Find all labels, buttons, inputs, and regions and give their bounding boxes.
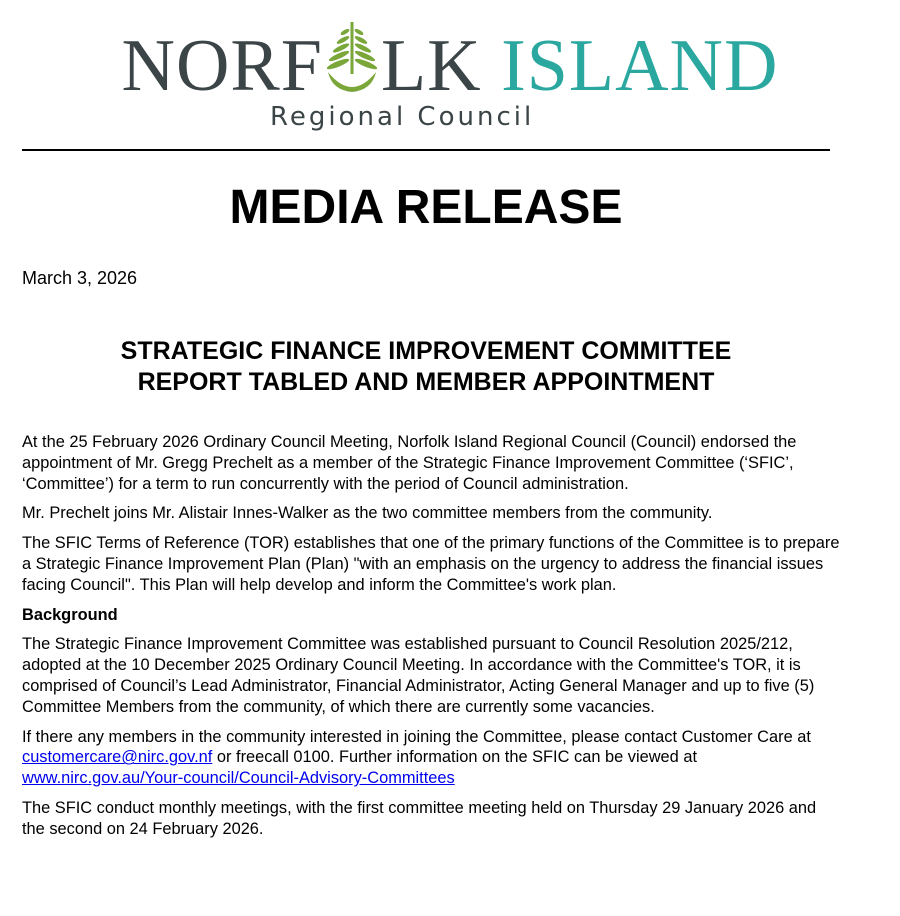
- contact-text-start: If there any members in the community interested in joining the Committee, please contact Customer Care at: [22, 727, 811, 746]
- paragraph-members: Mr. Prechelt joins Mr. Alistair Innes-Walker as the two committee members from the community.: [22, 504, 713, 523]
- release-date: March 3, 2026: [22, 268, 138, 288]
- logo-subtitle: Regional Council: [270, 102, 535, 132]
- logo-wordmark: [0, 20, 900, 110]
- council-logo: [0, 0, 900, 140]
- email-link[interactable]: customercare@nirc.gov.nf: [22, 748, 213, 767]
- release-title: [0, 336, 852, 398]
- release-body: [22, 432, 842, 849]
- release-title-line-1: STRATEGIC FINANCE IMPROVEMENT COMMITTEE: [120, 337, 732, 365]
- release-title-line-2: REPORT TABLED AND MEMBER APPOINTMENT: [137, 368, 715, 396]
- background-heading: Background: [22, 605, 118, 624]
- header-divider: [22, 149, 830, 151]
- paragraph-background: The Strategic Finance Improvement Committee was established pursuant to Council Resolution 2025/212, adopted at the 10 December 2025 Ordinary Council Meeting. In accordance with the Committee's TOR, it is comprised of Council’s Lead Administrator, Financial Administrator, Acting General Manager and up to five (5) Committee Members from the community, of which there are currently some vacancies.: [22, 635, 815, 716]
- logo-text-norf: NORF: [121, 25, 323, 107]
- advisory-committees-link[interactable]: www.nirc.gov.au/Your-council/Council-Advisory-Committees: [22, 769, 455, 788]
- paragraph-terms-of-reference: The SFIC Terms of Reference (TOR) establishes that one of the primary functions of the Committee is to prepare a Strategic Finance Improvement Plan (Plan) "with an emphasis on the urgency to address the financial issues facing Council". This Plan will help develop and inform the Committee's work plan.: [22, 534, 840, 594]
- logo-text-island: ISLAND: [501, 25, 779, 107]
- pine-tree-icon: [324, 20, 380, 96]
- paragraph-contact: [22, 727, 842, 789]
- page-heading: MEDIA RELEASE: [229, 181, 623, 234]
- paragraph-appointment: At the 25 February 2026 Ordinary Council Meeting, Norfolk Island Regional Council (Council) endorsed the appointment of Mr. Gregg Prechelt as a member of the Strategic Finance Improvement Committee (‘SFIC’, ‘Committee’) for a term to run concurrently with the period of Council administration.: [22, 433, 797, 493]
- logo-text-lk: LK: [380, 25, 482, 107]
- contact-text-mid: or freecall 0100. Further information on the SFIC can be viewed at: [212, 748, 698, 767]
- paragraph-meetings: The SFIC conduct monthly meetings, with the first committee meeting held on Thursday 29 January 2026 and the second on 24 February 2026.: [22, 798, 817, 838]
